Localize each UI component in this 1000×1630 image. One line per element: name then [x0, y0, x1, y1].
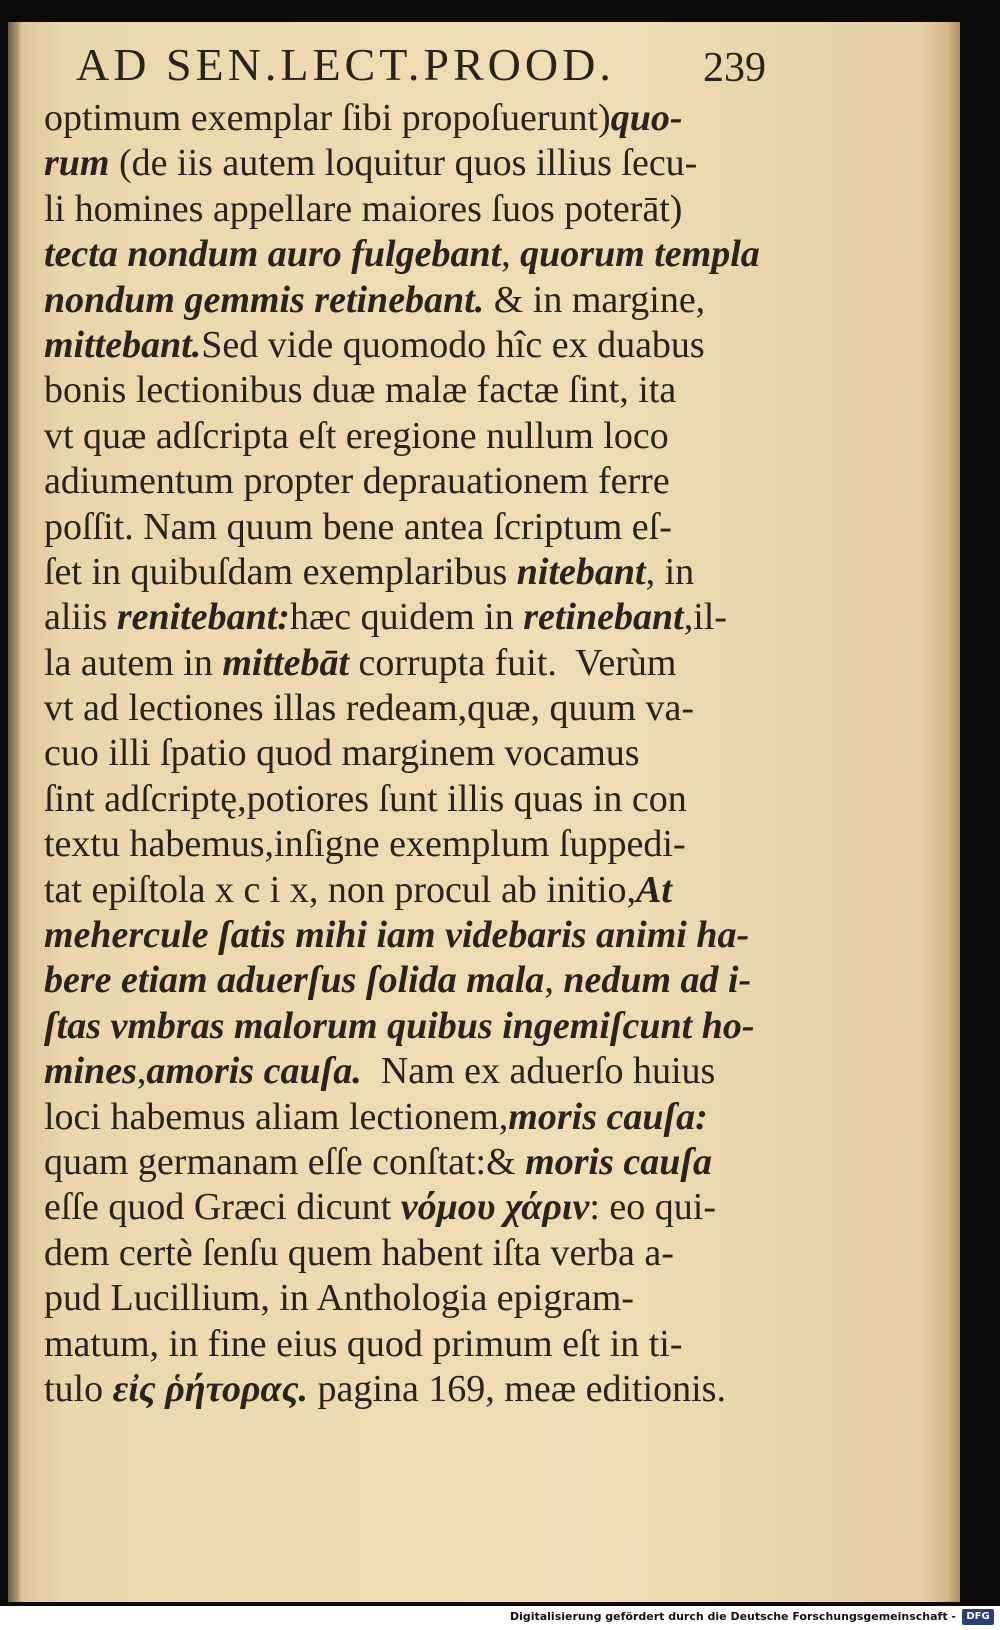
text-line	[44, 1322, 764, 1367]
text-line	[44, 232, 764, 277]
running-head: AD SEN.LECT.PROOD.	[76, 39, 615, 90]
text-line-content	[44, 505, 672, 550]
italic-text: rum	[44, 142, 110, 185]
roman-text: hæc quidem in	[289, 596, 524, 639]
roman-text: : eo qui-	[589, 1186, 716, 1229]
text-line-content	[44, 414, 669, 459]
text-line-content	[44, 368, 676, 413]
roman-text: ,il-	[683, 596, 727, 639]
roman-text: textu habemus,inſigne exemplum ſuppedi-	[44, 823, 686, 866]
roman-text: tat epiſtola x c i x, non procul ab initio,	[44, 868, 637, 911]
italic-text: nitebant	[516, 550, 646, 593]
roman-text: eſſe quod Græci dicunt	[44, 1186, 401, 1229]
text-line	[44, 731, 764, 776]
text-line	[44, 459, 764, 504]
roman-text: pagina 169, meæ editionis.	[308, 1367, 726, 1410]
roman-text: vt quæ adſcripta eſt eregione nullum loco	[44, 414, 669, 457]
roman-text: pud Lucillium, in Anthologia epigram-	[44, 1277, 634, 1320]
italic-text: mines	[44, 1050, 137, 1093]
italic-text: retinebant	[523, 596, 684, 639]
text-line-content	[44, 595, 727, 640]
roman-text: poſſit. Nam quum bene antea ſcriptum eſ-	[44, 505, 672, 548]
text-line	[44, 141, 764, 186]
italic-text: moris cauſa:	[508, 1095, 708, 1138]
text-line	[44, 868, 764, 913]
text-line-content	[44, 1004, 755, 1049]
text-line-content	[44, 1095, 708, 1140]
roman-text: quam germanam eſſe conſtat:&	[44, 1140, 526, 1183]
text-line	[44, 1140, 764, 1185]
roman-text: Sed vide quomodo hîc ex duabus	[201, 323, 705, 366]
text-line-content	[44, 550, 694, 595]
text-line	[44, 913, 764, 958]
book-spine-shadow	[8, 22, 22, 1602]
roman-text: dem certè ſenſu quem habent iſta verba a-	[44, 1231, 674, 1274]
italic-text: quo-	[610, 97, 683, 139]
text-line	[44, 595, 764, 640]
page-number: 239	[703, 45, 766, 91]
body-text	[44, 96, 764, 1412]
footer-bar	[0, 1606, 1000, 1630]
text-line	[44, 414, 764, 459]
roman-text: Nam ex aduerſo huius	[361, 1050, 716, 1093]
italic-text: νόμου χάριν	[400, 1186, 590, 1229]
roman-text: optimum exemplar ſibi propoſuerunt)	[44, 97, 611, 139]
roman-text: (de iis autem loquitur quos illius ſecu-	[109, 142, 698, 185]
italic-text: εἰς ῥήτορας.	[112, 1367, 309, 1410]
text-line	[44, 550, 764, 595]
roman-text: ,	[136, 1050, 147, 1093]
text-line-content	[44, 686, 694, 731]
roman-text: la autem in	[44, 641, 223, 684]
text-line	[44, 1276, 764, 1321]
roman-text: ſint adſcriptę,potiores ſunt illis quas in con	[44, 777, 687, 820]
text-line-content	[44, 1140, 712, 1185]
text-line	[44, 1185, 764, 1230]
italic-text: moris cauſa	[525, 1140, 713, 1183]
text-line-content	[44, 1049, 715, 1094]
text-line-content	[44, 777, 687, 822]
italic-text: tecta nondum auro fulgebant	[44, 233, 502, 276]
digitization-credit: Digitalisierung gefördert durch die Deutsche Forschungsgemeinschaft -	[509, 1610, 956, 1623]
text-line	[44, 505, 764, 550]
text-line	[44, 96, 764, 141]
text-line	[44, 958, 764, 1003]
italic-text: quorum templa	[520, 233, 760, 276]
text-line-content	[44, 913, 749, 958]
roman-text: & in margine,	[484, 278, 706, 321]
italic-text: bere etiam aduerſus ſolida mala	[44, 959, 545, 1002]
italic-text: renitebant:	[116, 596, 290, 639]
text-line	[44, 368, 764, 413]
text-line-content	[44, 459, 670, 504]
text-line-content	[44, 1367, 726, 1412]
roman-text: corrupta fuit. Verùm	[349, 641, 677, 684]
text-line	[44, 777, 764, 822]
text-line-content	[44, 1276, 634, 1321]
text-line	[44, 187, 764, 232]
italic-text: mehercule ſatis mihi iam videbaris animi ha-	[44, 914, 750, 957]
roman-text: bonis lectionibus duæ malæ factæ ſint, ita	[44, 369, 677, 412]
text-line	[44, 1367, 764, 1412]
text-line-content	[44, 731, 640, 776]
italic-text: mittebāt	[222, 641, 349, 684]
italic-text: nedum ad i-	[563, 959, 752, 1002]
roman-text: matum, in fine eius quod primum eſt in ti-	[44, 1322, 683, 1365]
text-line-content	[44, 96, 683, 141]
text-line-content	[44, 323, 705, 368]
roman-text: cuo illi ſpatio quod marginem vocamus	[44, 732, 640, 775]
text-line	[44, 1049, 764, 1094]
text-line-content	[44, 868, 672, 913]
roman-text: tulo	[44, 1367, 113, 1410]
text-line-content	[44, 958, 751, 1003]
text-line-content	[44, 641, 677, 686]
roman-text: ,	[544, 959, 564, 1002]
roman-text: , in	[645, 550, 695, 593]
text-line-content	[44, 278, 705, 323]
text-line-content	[44, 232, 760, 277]
text-line	[44, 323, 764, 368]
italic-text: amoris cauſa.	[146, 1050, 362, 1093]
roman-text: vt ad lectiones illas redeam,quæ, quum va-	[44, 687, 695, 730]
roman-text: adiumentum propter deprauationem ferre	[44, 460, 670, 503]
italic-text: mittebant.	[44, 323, 202, 366]
text-line-content	[44, 141, 697, 186]
text-line	[44, 1095, 764, 1140]
roman-text: ,	[501, 233, 521, 276]
roman-text: li homines appellare maiores ſuos poterāt)	[44, 187, 683, 230]
text-line	[44, 822, 764, 867]
roman-text: loci habemus aliam lectionem,	[44, 1095, 509, 1138]
page-edge-shadow	[948, 22, 960, 1602]
text-line-content	[44, 822, 686, 867]
text-line-content	[44, 187, 682, 232]
page-header	[76, 38, 766, 94]
italic-text: At	[636, 868, 672, 911]
italic-text: ſtas vmbras malorum quibus ingemiſcunt ho-	[44, 1004, 755, 1047]
text-line-content	[44, 1185, 716, 1230]
italic-text: nondum gemmis retinebant.	[44, 278, 485, 321]
text-line	[44, 641, 764, 686]
text-line	[44, 278, 764, 323]
dfg-logo: DFG	[962, 1609, 994, 1625]
roman-text: ſet in quibuſdam exemplaribus	[44, 550, 517, 593]
text-line	[44, 686, 764, 731]
text-line	[44, 1004, 764, 1049]
text-line-content	[44, 1322, 683, 1367]
roman-text: aliis	[44, 596, 117, 639]
text-line	[44, 1231, 764, 1276]
text-line-content	[44, 1231, 674, 1276]
